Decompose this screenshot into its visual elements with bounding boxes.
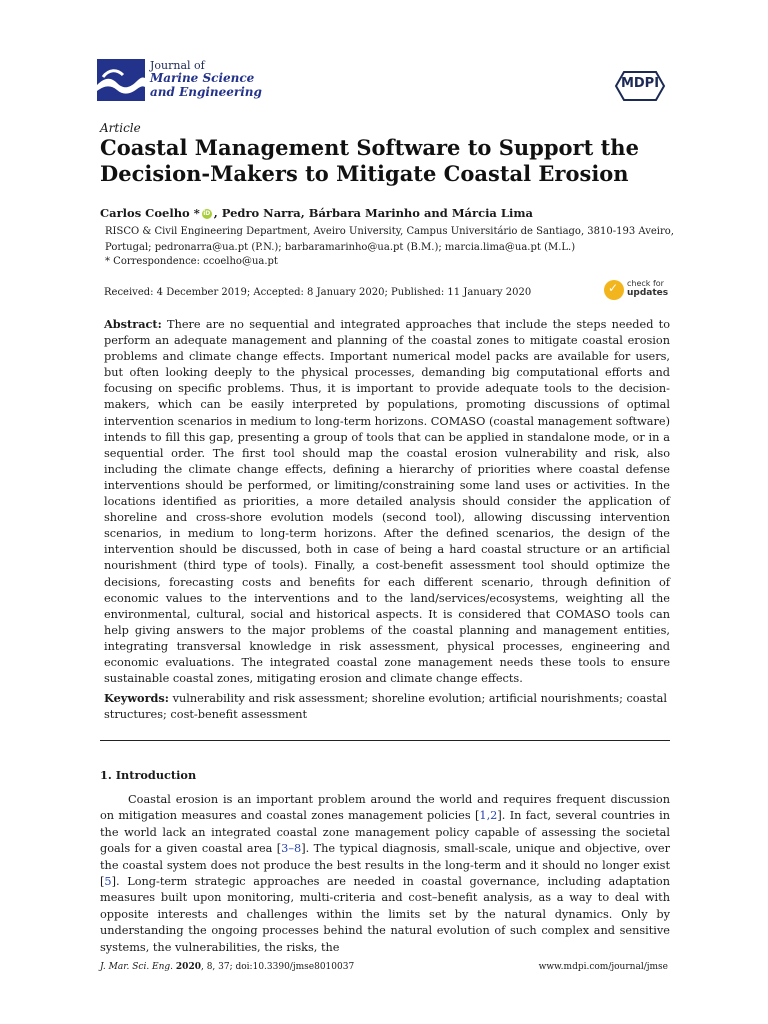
keywords-label: Keywords: <box>104 691 169 705</box>
journal-name-line1: Marine Science <box>150 71 255 85</box>
citation-link[interactable]: 3–8 <box>281 842 302 856</box>
correspondence: * Correspondence: ccoelho@ua.pt <box>105 256 278 267</box>
introduction-paragraph <box>100 792 670 956</box>
citation-link[interactable]: 1,2 <box>479 809 498 823</box>
footer-journal: J. Mar. Sci. Eng. <box>100 962 174 972</box>
keywords-text: vulnerability and risk assessment; shoreline evolution; artificial nourishments; coastal structures; cost-benefit assessment <box>104 692 668 722</box>
journal-name <box>150 71 262 99</box>
title-line2: Decision-Makers to Mitigate Coastal Erosion <box>100 161 629 186</box>
title-line1: Coastal Management Software to Support the <box>100 135 639 160</box>
article-type: Article <box>100 121 141 135</box>
affiliation-line1: RISCO & Civil Engineering Department, Aveiro University, Campus Universitário de Santiago, 3810-193 Aveiro, <box>105 226 674 237</box>
checkmark-icon: ✓ <box>608 281 619 295</box>
abstract-text: There are no sequential and integrated approaches that include the steps needed to perform an adequate management and planning of the coastal zones to mitigate coastal erosion problems and climate change effects. Important numerical model packs are available for users, but often looking deeply to the physical processes, demanding big computational efforts and focusing on specific problems. Thus, it is important to provide adequate tools to the decision-makers, which can be easily interpreted by populations, promoting discussions of optimal intervention scenarios in medium to long-term horizons. COMASO (coastal management software) intends to fill this gap, presenting a group of tools that can be applied in standalone mode, or in a sequential order. The first tool should map the coastal erosion vulnerability and risk, also including the climate change effects, defining a hierarchy of priorities where coastal defense interventions should be performed, or limiting/constraining some land uses or activities. In the locations identified as priorities, a more detailed analysis should consider the application of shoreline and cross-shore evolution models (second tool), allowing discussing intervention scenarios, in medium to long-term horizons. After the defined scenarios, the design of the intervention should be discussed, both in case of being a hard coastal structure or an artificial nourishment (third type of tools). Finally, a cost-benefit assessment tool should optimize the decisions, forecasting costs and benefits for each different scenario, through definition of economic values to the interventions and to the land/services/ecosystems, weighting all the environmental, cultural, social and historical aspects. It is considered that COMASO tools can help giving answers to the major problems of the coastal planning and management entities, integrating transversal knowledge in risk assessment, physical processes, engineering and economic evaluations. The integrated coastal zone management needs these tools to ensure sustainable coastal zones, mitigating erosion and climate change effects. <box>104 318 670 686</box>
orcid-icon[interactable]: iD <box>203 210 211 217</box>
check-for-updates-link[interactable] <box>627 279 668 298</box>
intro-text-1: Coastal erosion is an important problem around the world and requires frequent discussion on mitigation measures and coastal zones management policies [ <box>100 793 670 823</box>
publication-dates: Received: 4 December 2019; Accepted: 8 January 2020; Published: 11 January 2020 <box>104 287 532 298</box>
journal-of-label: Journal of <box>150 59 205 72</box>
check-updates-line2: updates <box>627 288 669 298</box>
intro-text-2: ]. In fact, several countries in the world lack an integrated coastal zone management policy capable of assessing the societal goals for a given coastal area [ <box>100 809 670 856</box>
article-title <box>100 135 670 187</box>
keywords <box>104 690 670 723</box>
section-divider <box>100 740 670 741</box>
affiliation <box>105 224 675 256</box>
section-heading: 1. Introduction <box>100 768 197 782</box>
author-primary[interactable]: Carlos Coelho * <box>100 206 200 220</box>
affiliation-line2: Portugal; pedronarra@ua.pt (P.N.); barbaramarinho@ua.pt (B.M.); marcia.lima@ua.pt (M.L.) <box>105 242 576 253</box>
footer-year: 2020 <box>175 962 201 972</box>
author-list <box>100 206 533 220</box>
journal-logo-icon <box>97 59 145 101</box>
intro-text-4: ]. Long-term strategic approaches are needed in coastal governance, including adaptation measures built upon monitoring, multi-criteria and cost–benefit analysis, as a way to deal with opposite interests and challenges within the limits set by the natural dynamics. Only by understanding the ongoing processes behind the natural evolution of such complex and sensitive systems, the vulnerabilities, the risks, the <box>100 875 670 954</box>
abstract <box>104 316 670 687</box>
citation-link[interactable]: 5 <box>104 875 112 889</box>
abstract-label: Abstract: <box>104 317 162 331</box>
authors-rest: , Pedro Narra, Bárbara Marinho and Márcia Lima <box>213 206 533 220</box>
journal-name-line2: and Engineering <box>150 85 262 99</box>
intro-text-3: ]. The typical diagnosis, small-scale, unique and objective, over the coastal system does not produce the best results in the long-term and it should no longer exist [ <box>100 842 670 889</box>
footer-volume: , 8, 37; doi:10.3390/jmse8010037 <box>200 962 355 972</box>
footer-url[interactable]: www.mdpi.com/journal/jmse <box>538 962 668 972</box>
publisher-logo-text: MDPI <box>620 76 660 91</box>
footer-citation <box>100 962 354 972</box>
check-updates-line1: check for <box>627 279 664 288</box>
